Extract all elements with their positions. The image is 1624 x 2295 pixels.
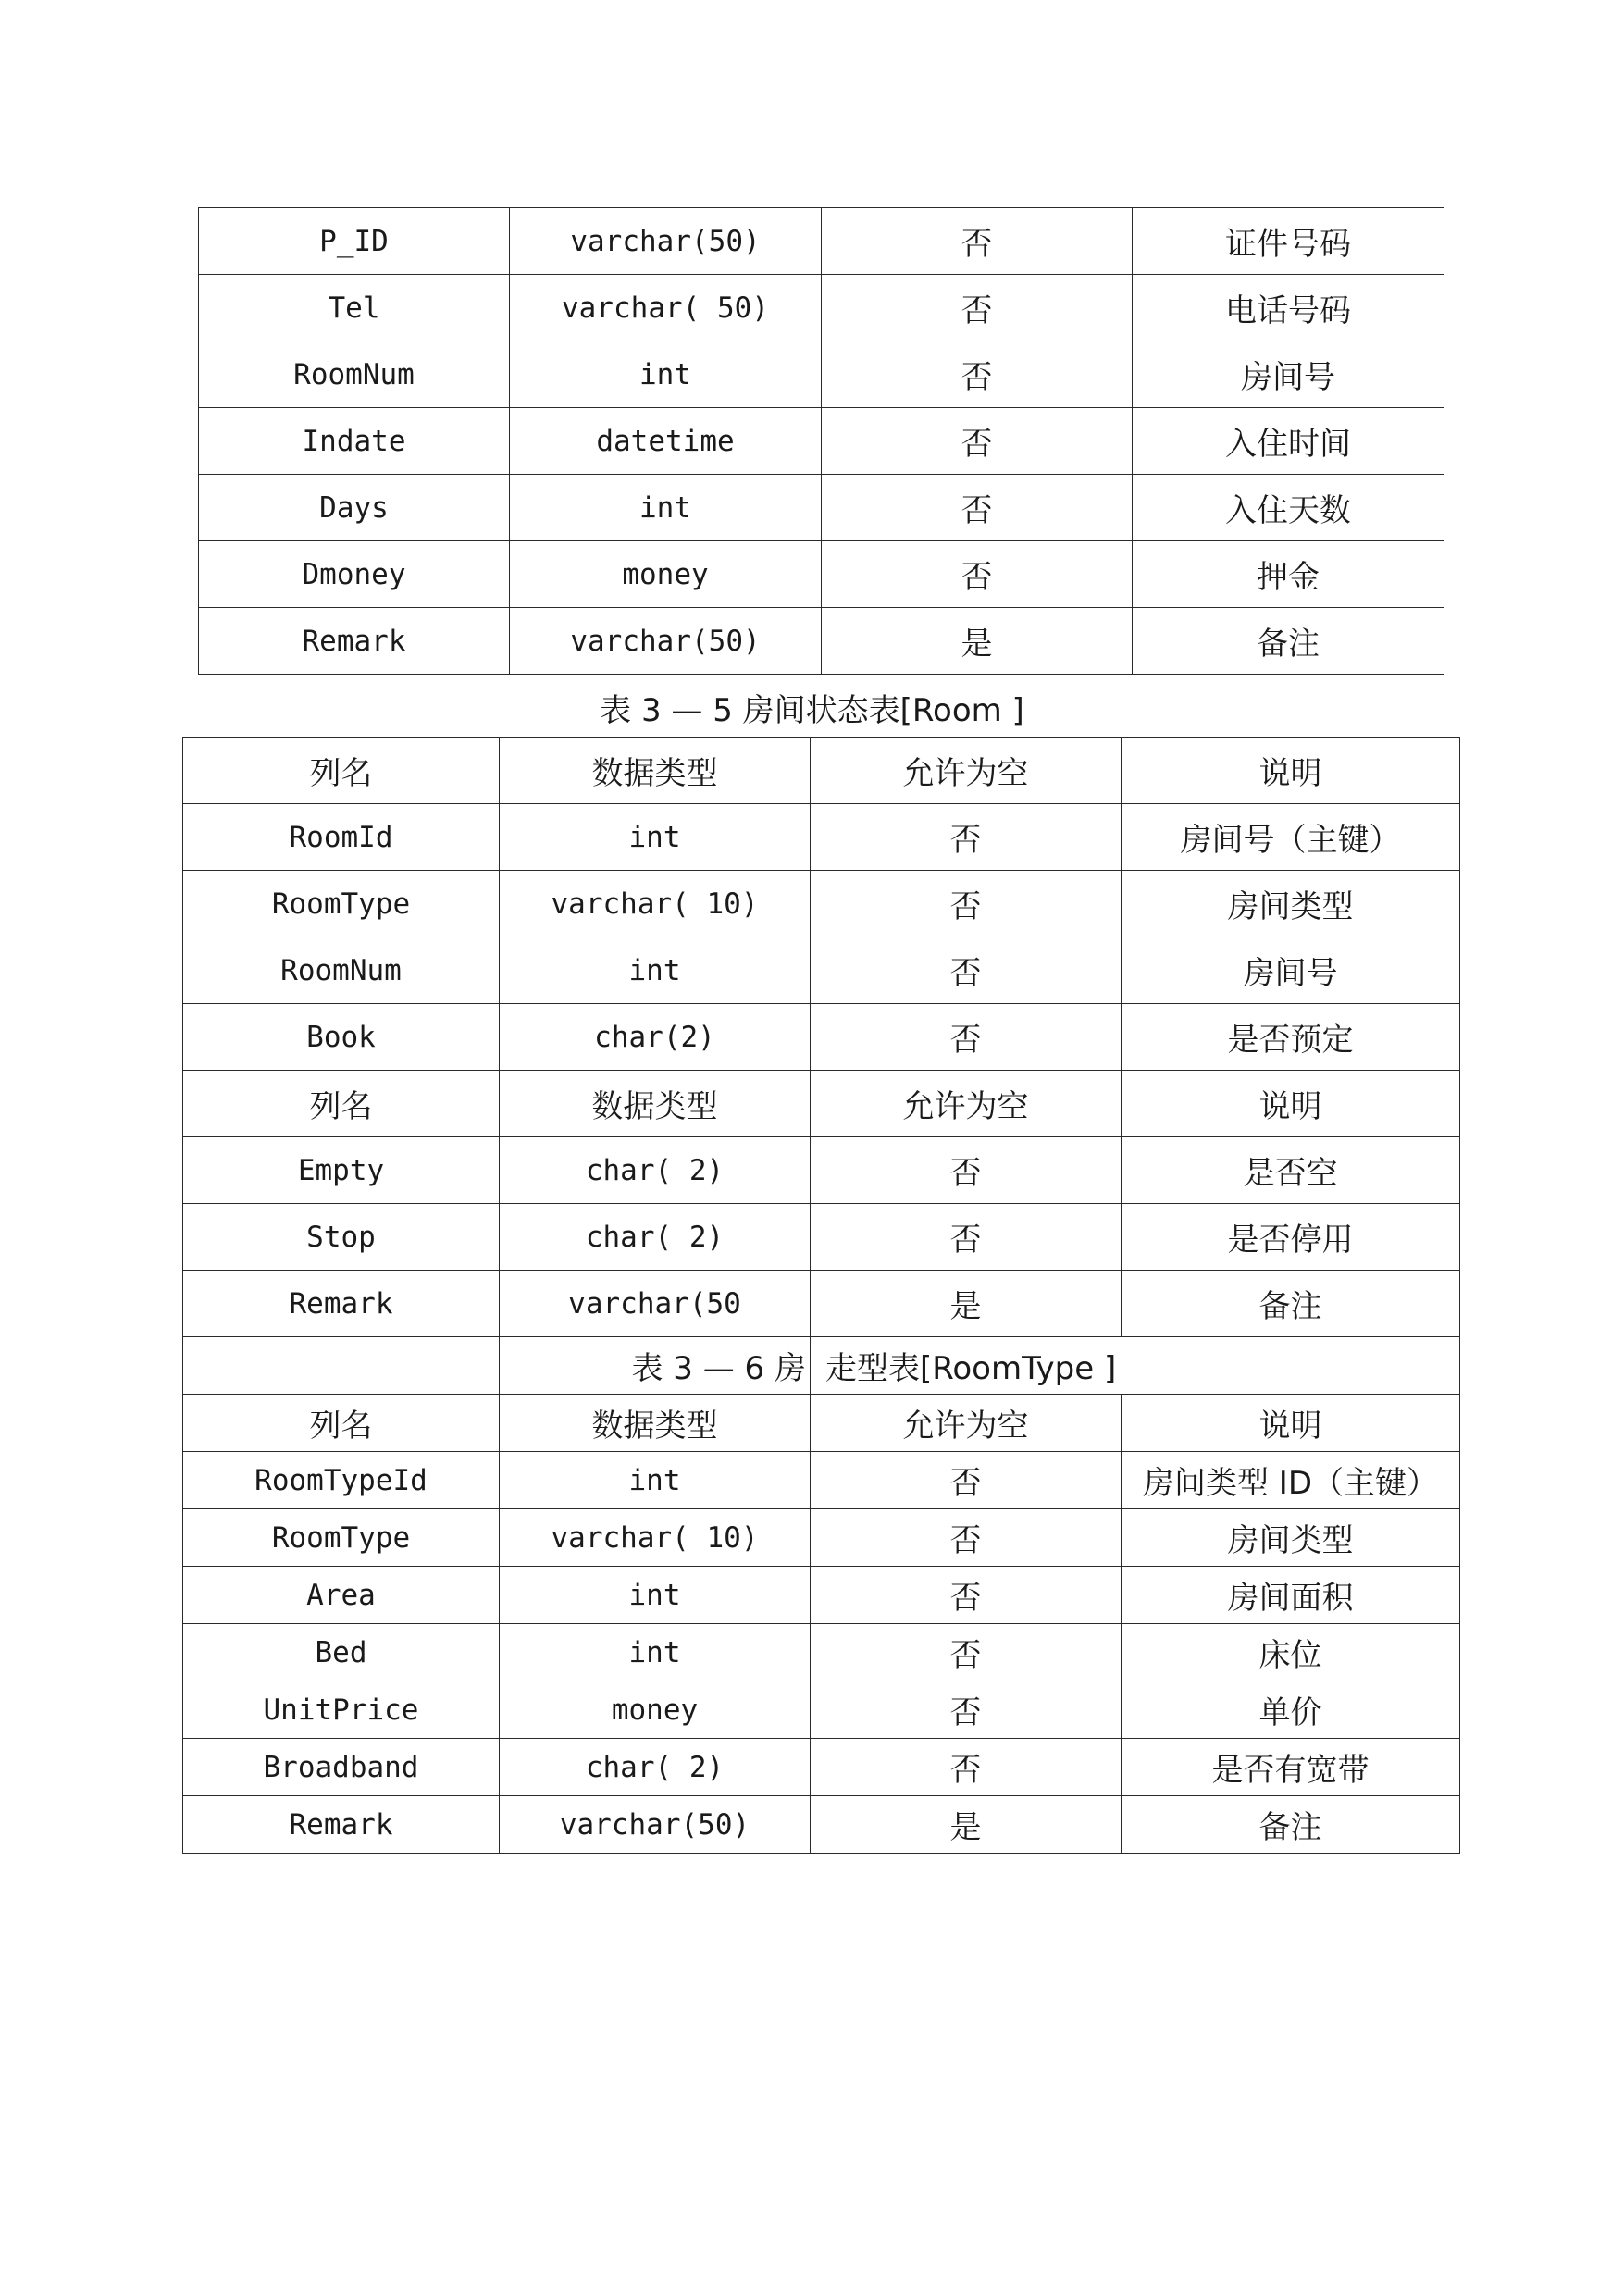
table-cell: 否 <box>811 1681 1122 1739</box>
table-cell: 否 <box>811 1004 1122 1071</box>
table-cell: 否 <box>811 1137 1122 1204</box>
table-cell: 否 <box>811 1204 1122 1271</box>
table-cell: 床位 <box>1122 1624 1460 1681</box>
table-cell: varchar( 50) <box>510 275 822 341</box>
table-cell: 房间类型 <box>1122 871 1460 937</box>
table-cell: RoomId <box>183 804 500 871</box>
table-row <box>183 1271 1460 1337</box>
table-header-row <box>183 1071 1460 1137</box>
table-cell: RoomNum <box>183 937 500 1004</box>
table-cell: 备注 <box>1122 1271 1460 1337</box>
table-row <box>183 1624 1460 1681</box>
table-cell: 列名 <box>183 738 500 804</box>
table-cell: char( 2) <box>500 1137 811 1204</box>
table-cell: 房间面积 <box>1122 1567 1460 1624</box>
table-row <box>183 1509 1460 1567</box>
table-cell: 允许为空 <box>811 738 1122 804</box>
table-cell: varchar( 10) <box>500 871 811 937</box>
table-cell: 数据类型 <box>500 738 811 804</box>
table-row <box>183 1137 1460 1204</box>
table-cell: 房间号 <box>1133 341 1444 408</box>
table-caption-roomtype-part1: 表 3 — 6 房 <box>500 1337 811 1395</box>
table-cell: RoomTypeId <box>183 1452 500 1509</box>
table-cell: 单价 <box>1122 1681 1460 1739</box>
table-cell: 否 <box>811 1509 1122 1567</box>
table-cell: P_ID <box>199 208 510 275</box>
table-cell: Bed <box>183 1624 500 1681</box>
table-cell: char( 2) <box>500 1739 811 1796</box>
table-cell: 是否空 <box>1122 1137 1460 1204</box>
table-row <box>199 275 1444 341</box>
table-cell: Dmoney <box>199 541 510 608</box>
table-row <box>183 937 1460 1004</box>
table-cell: 否 <box>811 1739 1122 1796</box>
table-row <box>183 1681 1460 1739</box>
table-cell: 是否有宽带 <box>1122 1739 1460 1796</box>
table-row <box>183 1796 1460 1854</box>
table-cell: 允许为空 <box>811 1071 1122 1137</box>
table-cell: Indate <box>199 408 510 475</box>
table-caption-roomtype-part2: 走型表[RoomType ] <box>811 1337 1122 1395</box>
table-cell: Area <box>183 1567 500 1624</box>
table-row <box>183 1004 1460 1071</box>
table-row <box>199 408 1444 475</box>
table-cell: Remark <box>183 1271 500 1337</box>
table-cell: 否 <box>822 341 1133 408</box>
table-caption-room: 表 3 — 5 房间状态表[Room ] <box>600 692 1024 729</box>
table-cell: int <box>500 937 811 1004</box>
table-cell: 是否停用 <box>1122 1204 1460 1271</box>
table-cell: 数据类型 <box>500 1395 811 1452</box>
table-cell: Broadband <box>183 1739 500 1796</box>
table-cell: UnitPrice <box>183 1681 500 1739</box>
table-cell: 电话号码 <box>1133 275 1444 341</box>
table-cell: 入住时间 <box>1133 408 1444 475</box>
table-cell: varchar(50) <box>510 208 822 275</box>
table-cell: Days <box>199 475 510 541</box>
table-row <box>199 341 1444 408</box>
table-row <box>183 1739 1460 1796</box>
table-cell: 否 <box>811 804 1122 871</box>
table-cell: 房间类型 ID（主键） <box>1122 1452 1460 1509</box>
table-cell: 是否预定 <box>1122 1004 1460 1071</box>
table-cell: 是 <box>811 1271 1122 1337</box>
table-row <box>199 208 1444 275</box>
table-cell: 否 <box>822 408 1133 475</box>
table-cell: 否 <box>811 1624 1122 1681</box>
table-cell: char( 2) <box>500 1204 811 1271</box>
table-cell: 说明 <box>1122 738 1460 804</box>
table-cell: money <box>510 541 822 608</box>
table-row <box>183 871 1460 937</box>
table-cell: 否 <box>811 1452 1122 1509</box>
room-status-table <box>182 737 1460 1854</box>
table-cell: 否 <box>822 475 1133 541</box>
table-caption-row <box>183 1337 1460 1395</box>
table-header-row <box>183 738 1460 804</box>
table-cell: 备注 <box>1122 1796 1460 1854</box>
table-cell: 说明 <box>1122 1071 1460 1137</box>
table-cell: varchar(50 <box>500 1271 811 1337</box>
table-cell: char(2) <box>500 1004 811 1071</box>
table-cell: Stop <box>183 1204 500 1271</box>
table-cell: 列名 <box>183 1395 500 1452</box>
table-body <box>183 738 1460 1854</box>
table-cell: varchar(50) <box>510 608 822 675</box>
table-cell: 数据类型 <box>500 1071 811 1137</box>
table-cell: RoomType <box>183 1509 500 1567</box>
table-row <box>199 475 1444 541</box>
table-cell: Remark <box>199 608 510 675</box>
table-cell: int <box>500 804 811 871</box>
table-cell <box>183 1337 500 1395</box>
table-cell: Remark <box>183 1796 500 1854</box>
table-cell: varchar( 10) <box>500 1509 811 1567</box>
table-cell: RoomType <box>183 871 500 937</box>
table-header-row <box>183 1395 1460 1452</box>
table-row <box>183 1204 1460 1271</box>
guest-info-table-continued <box>198 207 1444 675</box>
table-cell: int <box>500 1452 811 1509</box>
table-cell: int <box>510 475 822 541</box>
table-cell: 入住天数 <box>1133 475 1444 541</box>
table-row <box>183 804 1460 871</box>
table-cell: Book <box>183 1004 500 1071</box>
table-cell: 列名 <box>183 1071 500 1137</box>
table-cell: 证件号码 <box>1133 208 1444 275</box>
table-cell: int <box>500 1624 811 1681</box>
table-cell: 否 <box>822 541 1133 608</box>
table-cell: money <box>500 1681 811 1739</box>
table-cell: 房间类型 <box>1122 1509 1460 1567</box>
table-cell: 否 <box>811 871 1122 937</box>
table-row <box>199 541 1444 608</box>
table-cell: 备注 <box>1133 608 1444 675</box>
table-row <box>183 1452 1460 1509</box>
table-cell: 是 <box>822 608 1133 675</box>
table-cell <box>1122 1337 1460 1395</box>
table-cell: 房间号（主键） <box>1122 804 1460 871</box>
table-cell: 押金 <box>1133 541 1444 608</box>
table-cell: 房间号 <box>1122 937 1460 1004</box>
table-cell: 否 <box>822 275 1133 341</box>
table-cell: int <box>510 341 822 408</box>
table-cell: varchar(50) <box>500 1796 811 1854</box>
table-row <box>183 1567 1460 1624</box>
table-cell: 说明 <box>1122 1395 1460 1452</box>
table-cell: datetime <box>510 408 822 475</box>
table-cell: 否 <box>811 1567 1122 1624</box>
table-cell: Tel <box>199 275 510 341</box>
table-cell: 是 <box>811 1796 1122 1854</box>
table-row <box>199 608 1444 675</box>
table-cell: 允许为空 <box>811 1395 1122 1452</box>
table-body <box>199 208 1444 675</box>
table-cell: int <box>500 1567 811 1624</box>
table-cell: RoomNum <box>199 341 510 408</box>
table-cell: 否 <box>822 208 1133 275</box>
table-cell: 否 <box>811 937 1122 1004</box>
table-cell: Empty <box>183 1137 500 1204</box>
